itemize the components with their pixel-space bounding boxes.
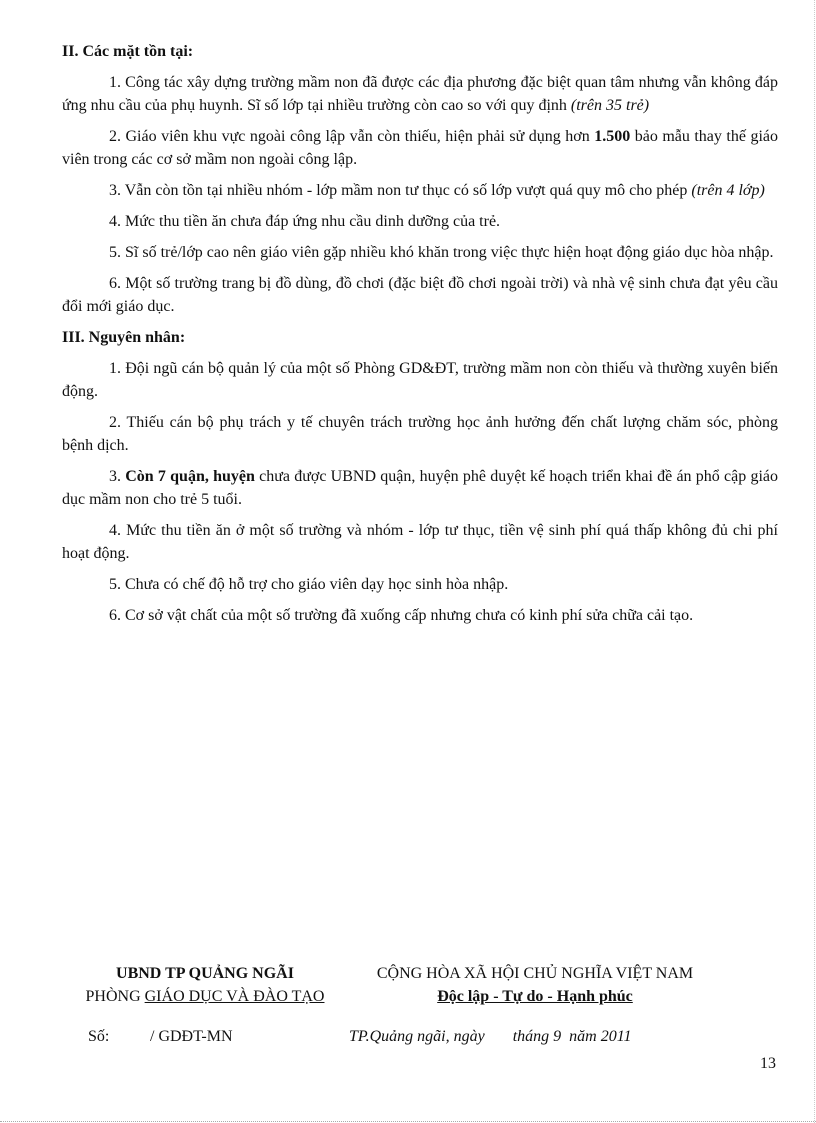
cause-item-4: 4. Mức thu tiền ăn ở một số trường và nhóm - lớp tư thục, tiền vệ sinh phí quá thấp không đủ chi phí hoạt động. — [62, 522, 778, 562]
cause-item-3-pre: 3. — [109, 468, 126, 485]
section-heading-causes: III. Nguyên nhân: — [62, 329, 186, 346]
section-heading-existing-issues: II. Các mặt tồn tại: — [62, 43, 194, 60]
issue-item-1 — [62, 71, 778, 117]
reference-code: / GDĐT-MN — [150, 1028, 233, 1045]
issue-item-3 — [62, 179, 778, 202]
issue-item-3-text: 3. Vẫn còn tồn tại nhiều nhóm - lớp mầm non tư thục có số lớp vượt quá quy mô cho phép — [109, 182, 692, 199]
cause-item-3-post: chưa được UBND quận, huyện phê duyệt kế hoạch triển khai đề án phổ cập giáo dục mầm non cho trẻ 5 tuổi. — [62, 468, 778, 508]
page-number: 13 — [760, 1055, 776, 1072]
agency-department — [60, 985, 350, 1008]
cause-item-3 — [62, 465, 778, 511]
issue-date: TP.Quảng ngãi, ngày tháng 9 năm 2011 — [349, 1028, 632, 1045]
issuing-agency-block — [60, 962, 350, 1008]
page-right-divider — [814, 0, 815, 1123]
cause-item-1: 1. Đội ngũ cán bộ quản lý của một số Phòng GD&ĐT, trường mầm non còn thiếu và thường xuyên biến động. — [62, 360, 778, 400]
document-body — [62, 40, 778, 635]
issue-item-1-text: 1. Công tác xây dựng trường mầm non đã được các địa phương đặc biệt quan tâm nhưng vẫn không đáp ứng nhu cầu của phụ huynh. Sĩ số lớp tại nhiều trường còn cao so với quy định — [62, 74, 778, 114]
agency-department-prefix: PHÒNG — [85, 988, 145, 1005]
cause-item-3-bold: Còn 7 quận, huyện — [125, 468, 255, 485]
reference-label: Số: — [88, 1028, 110, 1045]
cause-item-2: 2. Thiếu cán bộ phụ trách y tế chuyên trách trường học ảnh hưởng đến chất lượng chăm sóc, phòng bệnh dịch. — [62, 414, 778, 454]
issue-item-3-note: (trên 4 lớp) — [691, 182, 765, 199]
issue-item-5: 5. Sĩ số trẻ/lớp cao nên giáo viên gặp nhiều khó khăn trong việc thực hiện hoạt động giáo dục hòa nhập. — [109, 244, 774, 261]
issue-item-2-bold: 1.500 — [594, 128, 631, 145]
cause-item-5: 5. Chưa có chế độ hỗ trợ cho giáo viên dạy học sinh hòa nhập. — [109, 576, 509, 593]
issue-item-1-note: (trên 35 trẻ) — [570, 97, 650, 114]
agency-name: UBND TP QUẢNG NGÃI — [116, 965, 294, 982]
issue-item-6: 6. Một số trường trang bị đồ dùng, đồ chơi (đặc biệt đồ chơi ngoài trời) và nhà vệ sinh chưa đạt yêu cầu đổi mới giáo dục. — [62, 275, 778, 315]
nation-motto: Độc lập - Tự do - Hạnh phúc — [437, 988, 633, 1005]
cause-item-6: 6. Cơ sở vật chất của một số trường đã xuống cấp nhưng chưa có kinh phí sửa chữa cải tạo. — [109, 607, 694, 624]
issue-item-2-post: bảo mẫu thay thế giáo viên trong các cơ sở mầm non ngoài công lập. — [62, 128, 778, 168]
issue-item-2-pre: 2. Giáo viên khu vực ngoài công lập vẫn còn thiếu, hiện phải sử dụng hơn — [109, 128, 595, 145]
issue-item-4: 4. Mức thu tiền ăn chưa đáp ứng nhu cầu dinh dưỡng của trẻ. — [109, 213, 501, 230]
page-bottom-divider — [0, 1121, 816, 1122]
agency-department-name: GIÁO DỤC VÀ ĐÀO TẠO — [144, 988, 325, 1005]
nation-title: CỘNG HÒA XÃ HỘI CHỦ NGHĨA VIỆT NAM — [376, 965, 694, 982]
issue-item-2 — [62, 125, 778, 171]
national-header-block — [345, 962, 725, 1008]
